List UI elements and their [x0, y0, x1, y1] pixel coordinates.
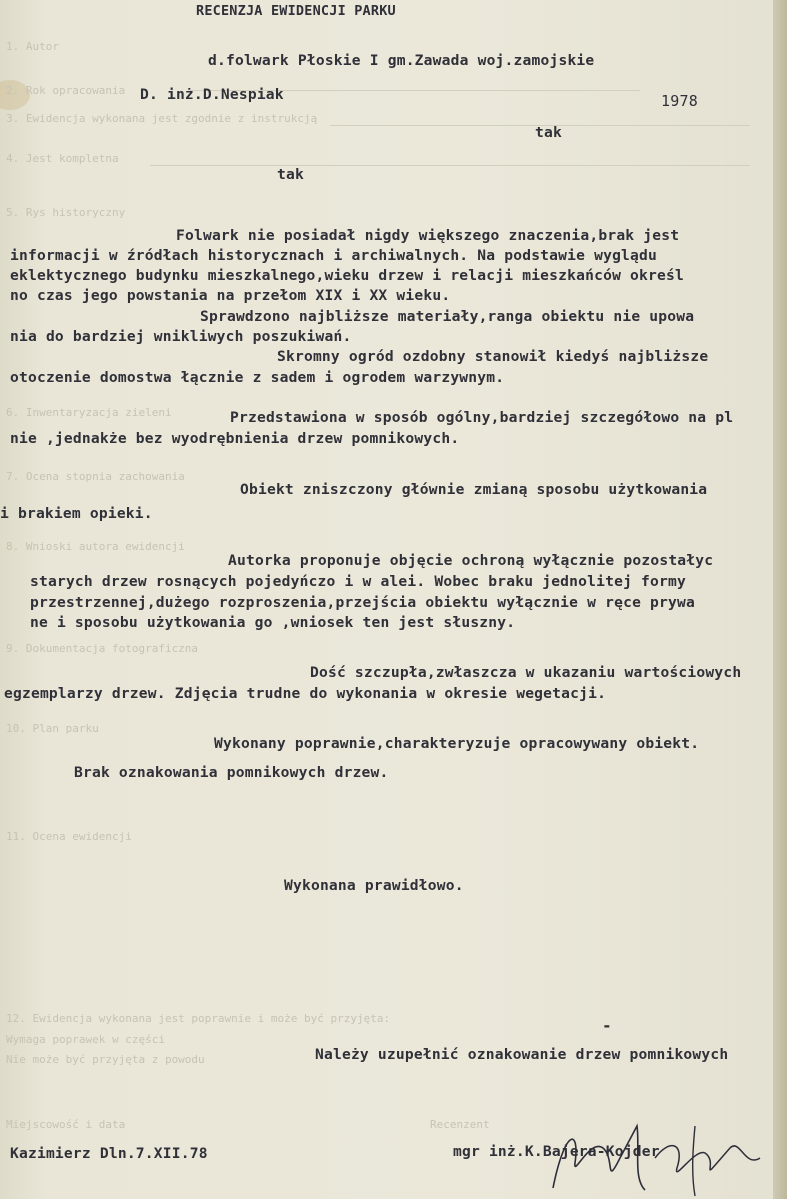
condition-text-line: Obiekt zniszczony głównie zmianą sposobu użytkowania: [240, 481, 708, 498]
form-label: 7. Ocena stopnia zachowania: [6, 470, 185, 483]
photos-text-line: egzemplarzy drzew. Zdjęcia trudne do wykonania w okresie wegetacji.: [4, 685, 607, 702]
history-text-line: Skromny ogród ozdobny stanowił kiedyś najbliższe: [277, 348, 709, 365]
remarks-text: Należy uzupełnić oznakowanie drzew pomnikowych: [315, 1046, 729, 1063]
form-label: 11. Ocena ewidencji: [6, 830, 132, 843]
form-label: 2. Rok opracowania: [6, 84, 126, 97]
inventory-text-line: nie ,jednakże bez wyodrębnienia drzew pomnikowych.: [10, 430, 460, 447]
conclusions-text-line: przestrzennej,dużego rozproszenia,przejścia obiektu wyłącznie w ręce prywa: [30, 594, 695, 611]
dash-mark: -: [602, 1016, 612, 1035]
conclusions-text-line: starych drzew rosnących pojedyńczo i w alei. Wobec braku jednolitej formy: [30, 573, 686, 590]
form-label: 6. Inwentaryzacja zieleni: [6, 406, 172, 419]
history-text-line: eklektycznego budynku mieszkalnego,wieku drzew i relacji mieszkańców określ: [10, 267, 684, 284]
photos-text-line: Dość szczupła,zwłaszcza w ukazaniu wartościowych: [310, 664, 742, 681]
history-text-line: Sprawdzono najbliższe materiały,ranga obiektu nie upowa: [200, 308, 695, 325]
form-label: 9. Dokumentacja fotograficzna: [6, 642, 199, 655]
conclusions-text-line: ne i sposobu użytkowania go ,wniosek ten jest słuszny.: [30, 614, 516, 631]
form-label: 4. Jest kompletna: [6, 152, 119, 165]
handwritten-signature: [545, 1118, 785, 1198]
condition-text-line: i brakiem opieki.: [0, 505, 153, 522]
history-text-line: otoczenie domostwa łącznie z sadem i ogrodem warzywnym.: [10, 369, 505, 386]
form-underline: [150, 165, 750, 166]
form-label: 5. Rys historyczny: [6, 206, 126, 219]
author-line: D. inż.D.Nespiak: [140, 86, 284, 103]
form-label: Nie może być przyjęta z powodu: [6, 1053, 205, 1066]
history-text-line: informacji w źródłach historycznach i archiwalnych. Na podstawie wyglądu: [10, 247, 658, 264]
form-label: 10. Plan parku: [6, 722, 99, 735]
location-line: d.folwark Płoskie I gm.Zawada woj.zamojskie: [208, 52, 595, 69]
conclusions-text-line: Autorka proponuje objęcie ochroną wyłącznie pozostałyc: [228, 552, 714, 569]
form-label: 3. Ewidencja wykonana jest zgodnie z instrukcją: [6, 112, 318, 125]
form-label: Recenzent: [430, 1118, 490, 1131]
form-label: 1. Autor: [6, 40, 59, 53]
year-value: 1978: [661, 92, 698, 110]
history-text-line: nia do bardziej wnikliwych poszukiwań.: [10, 328, 352, 345]
paper-edge: [773, 0, 787, 1199]
compliance-answer: tak: [535, 124, 562, 141]
form-label: 12. Ewidencja wykonana jest poprawnie i może być przyjęta:: [6, 1012, 391, 1025]
form-label: Miejscowość i data: [6, 1118, 126, 1131]
history-text-line: Folwark nie posiadał nigdy większego znaczenia,brak jest: [176, 227, 680, 244]
completeness-answer: tak: [277, 166, 304, 183]
inventory-text-line: Przedstawiona w sposób ogólny,bardziej szczegółowo na pl: [230, 409, 734, 426]
document-title: RECENZJA EWIDENCJI PARKU: [196, 3, 396, 19]
place-date: Kazimierz Dln.7.XII.78: [10, 1145, 208, 1162]
plan-text-line: Wykonany poprawnie,charakteryzuje opracowywany obiekt.: [214, 735, 700, 752]
assessment-text: Wykonana prawidłowo.: [284, 877, 464, 894]
form-label: Wymaga poprawek w części: [6, 1033, 165, 1046]
reviewer-name: mgr inż.K.Bajera-Kojder: [453, 1143, 660, 1160]
plan-text-line: Brak oznakowania pomnikowych drzew.: [74, 764, 389, 781]
history-text-line: no czas jego powstania na przełom XIX i XX wieku.: [10, 287, 451, 304]
form-label: 8. Wnioski autora ewidencji: [6, 540, 185, 553]
